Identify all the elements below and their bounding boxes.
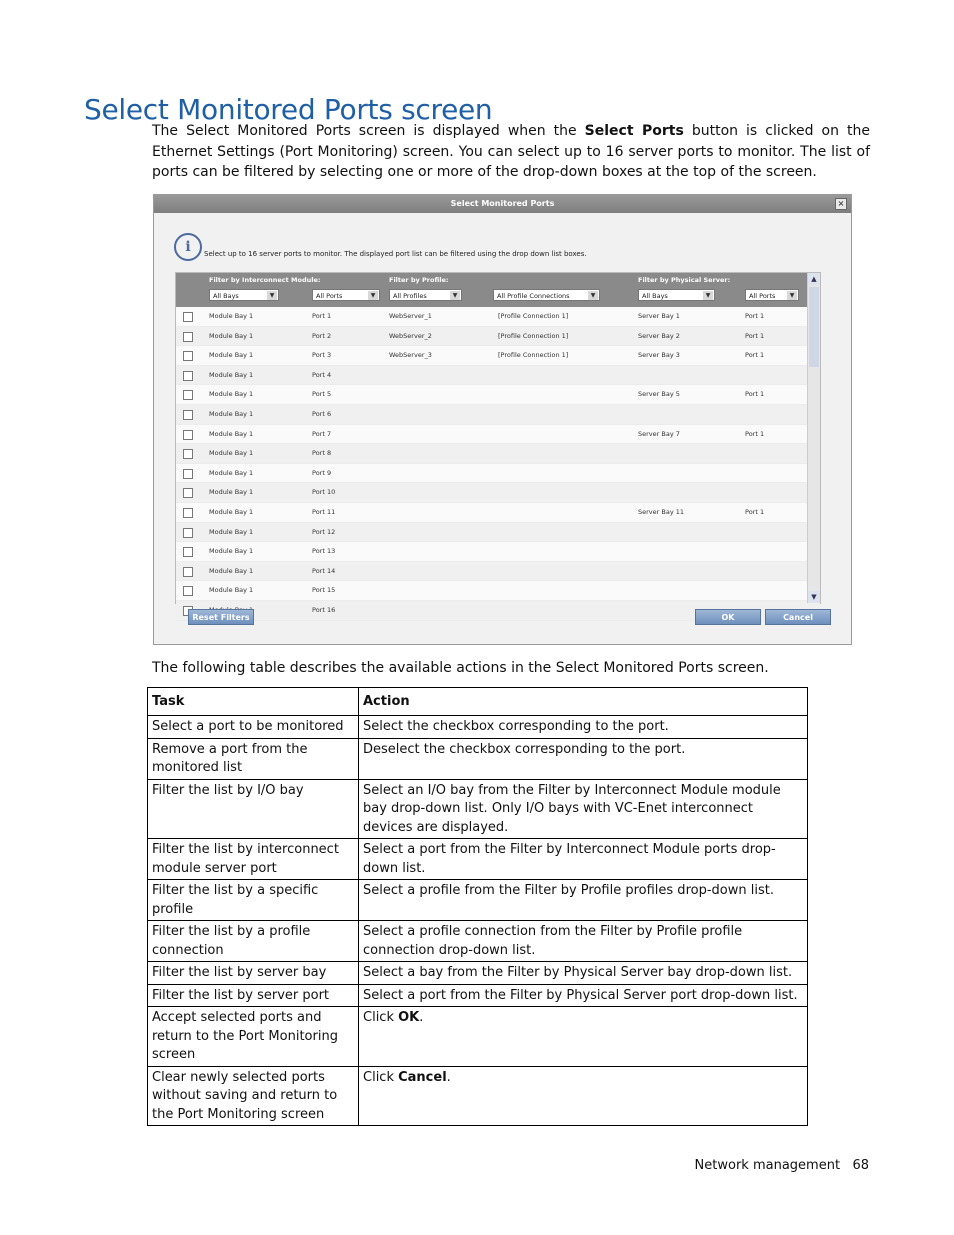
chevron-down-icon: ▼: [267, 291, 277, 300]
grid-cell-port: Port 6: [312, 409, 332, 418]
action-cell: [359, 1007, 808, 1067]
grid-row[interactable]: [176, 405, 820, 425]
grid-cell-bay: Module Bay 1: [209, 507, 254, 516]
action-column-header: Action: [359, 688, 808, 716]
task-cell: Filter the list by server bay: [148, 962, 359, 985]
port-checkbox[interactable]: [183, 586, 193, 596]
grid-cell-server: Server Bay 2: [638, 331, 680, 340]
filter-profile-connection-select[interactable]: All Profile Connections ▼: [493, 289, 600, 301]
port-checkbox[interactable]: [183, 312, 193, 322]
close-icon[interactable]: ×: [835, 198, 847, 210]
filter-server-bay-select[interactable]: All Bays ▼: [638, 289, 715, 301]
port-checkbox[interactable]: [183, 488, 193, 498]
chevron-down-icon: ▼: [368, 291, 378, 300]
port-checkbox[interactable]: [183, 567, 193, 577]
grid-row[interactable]: [176, 366, 820, 386]
table-row: [148, 738, 808, 779]
port-checkbox[interactable]: [183, 430, 193, 440]
task-cell: Filter the list by a specific profile: [148, 880, 359, 921]
task-cell: Filter the list by I/O bay: [148, 779, 359, 839]
footer-section: Network management: [694, 1158, 841, 1173]
port-checkbox[interactable]: [183, 351, 193, 361]
filter-module-bay-select[interactable]: All Bays ▼: [209, 289, 279, 301]
page-footer: [695, 1158, 869, 1173]
grid-cell-profile: WebServer_2: [389, 331, 432, 340]
port-checkbox[interactable]: [183, 547, 193, 557]
task-cell: Select a port to be monitored: [148, 716, 359, 739]
port-checkbox[interactable]: [183, 371, 193, 381]
grid-cell-profile: WebServer_3: [389, 351, 432, 360]
action-cell: [359, 1066, 808, 1126]
ports-grid: [175, 272, 821, 614]
action-cell: Select a profile from the Filter by Profile profiles drop-down list.: [359, 880, 808, 921]
port-checkbox[interactable]: [183, 508, 193, 518]
grid-cell-sport: Port 1: [745, 507, 765, 516]
table-row: [148, 962, 808, 985]
grid-cell-port: Port 7: [312, 429, 332, 438]
action-text-end: .: [446, 1069, 451, 1085]
grid-row[interactable]: [176, 346, 820, 366]
table-intro: The following table describes the available actions in the Select Monitored Ports screen.: [152, 660, 769, 676]
task-cell: Filter the list by a profile connection: [148, 921, 359, 962]
grid-cell-bay: Module Bay 1: [209, 449, 254, 458]
grid-row[interactable]: [176, 562, 820, 582]
table-row: [148, 984, 808, 1007]
filter-server-label: Filter by Physical Server:: [638, 276, 731, 284]
grid-cell-port: Port 16: [312, 605, 336, 614]
table-row: [148, 779, 808, 839]
port-checkbox[interactable]: [183, 410, 193, 420]
grid-cell-bay: Module Bay 1: [209, 312, 254, 320]
grid-cell-bay: Module Bay 1: [209, 488, 254, 497]
select-monitored-ports-dialog: [153, 194, 852, 645]
grid-cell-port: Port 12: [312, 527, 336, 536]
grid-cell-conn: [Profile Connection 1]: [498, 351, 569, 360]
grid-cell-port: Port 15: [312, 586, 336, 595]
table-row: [148, 1066, 808, 1126]
grid-scrollbar[interactable]: [807, 273, 820, 603]
table-row: [148, 716, 808, 739]
info-icon: i: [174, 233, 202, 261]
grid-rows: [176, 307, 820, 621]
action-cell: Select a port from the Filter by Interconnect Module ports drop-down list.: [359, 839, 808, 880]
grid-cell-port: Port 13: [312, 547, 336, 556]
action-bold: Cancel: [398, 1069, 447, 1085]
dialog-titlebar: [154, 195, 851, 213]
grid-cell-sport: Port 1: [745, 312, 765, 320]
action-text-end: .: [419, 1010, 424, 1025]
chevron-down-icon: ▼: [588, 291, 598, 300]
scrollbar-thumb[interactable]: [809, 287, 819, 367]
port-checkbox[interactable]: [183, 449, 193, 459]
grid-cell-sport: Port 1: [745, 331, 765, 340]
action-cell: Select a port from the Filter by Physical Server port drop-down list.: [359, 984, 808, 1007]
port-checkbox[interactable]: [183, 469, 193, 479]
grid-cell-bay: Module Bay 1: [209, 331, 254, 340]
port-checkbox[interactable]: [183, 528, 193, 538]
grid-cell-port: Port 11: [312, 507, 336, 516]
filter-server-port-select[interactable]: All Ports ▼: [745, 289, 799, 301]
grid-row[interactable]: [176, 464, 820, 484]
grid-cell-server: Server Bay 7: [638, 429, 680, 438]
table-row: [148, 880, 808, 921]
task-cell: Clear newly selected ports without saving and return to the Port Monitoring screen: [148, 1066, 359, 1126]
table-row: [148, 921, 808, 962]
grid-cell-port: Port 3: [312, 351, 332, 360]
grid-cell-bay: Module Bay 1: [209, 586, 254, 595]
cancel-button[interactable]: Cancel: [765, 609, 831, 625]
grid-row[interactable]: [176, 581, 820, 601]
intro-text-1: The Select Monitored Ports screen is displayed when the: [152, 123, 585, 139]
grid-row[interactable]: [176, 307, 820, 327]
grid-row[interactable]: [176, 483, 820, 503]
dialog-info-text: Select up to 16 server ports to monitor. The displayed port list can be filtered using the drop down list boxes.: [204, 250, 587, 258]
grid-row[interactable]: [176, 542, 820, 562]
grid-cell-bay: Module Bay 1: [209, 468, 254, 477]
grid-cell-bay: Module Bay 1: [209, 527, 254, 536]
action-cell: Select an I/O bay from the Filter by Interconnect Module module bay drop-down list. Only I/O bays with VC-Enet interconnect devices are displayed.: [359, 779, 808, 839]
grid-filter-header: [176, 273, 820, 307]
reset-filters-button[interactable]: Reset Filters: [188, 609, 254, 625]
grid-cell-bay: Module Bay 1: [209, 547, 254, 556]
grid-cell-port: Port 10: [312, 488, 336, 497]
grid-cell-bay: Module Bay 1: [209, 566, 254, 575]
grid-cell-port: Port 14: [312, 566, 336, 575]
task-cell: Remove a port from the monitored list: [148, 738, 359, 779]
page-title: Select Monitored Ports screen: [84, 92, 493, 126]
table-row: [148, 1007, 808, 1067]
filter-profile-label: Filter by Profile:: [389, 276, 449, 284]
grid-cell-port: Port 4: [312, 370, 332, 379]
filter-module-port-select[interactable]: All Ports ▼: [312, 289, 380, 301]
task-cell: Filter the list by server port: [148, 984, 359, 1007]
table-body: [148, 716, 808, 1126]
action-cell: Deselect the checkbox corresponding to the port.: [359, 738, 808, 779]
filter-interconnect-label: Filter by Interconnect Module:: [209, 276, 321, 284]
grid-cell-server: Server Bay 5: [638, 390, 680, 399]
actions-table: [147, 687, 808, 1126]
dialog-title: Select Monitored Ports: [450, 199, 555, 208]
action-cell: Select the checkbox corresponding to the port.: [359, 716, 808, 739]
grid-cell-bay: Module Bay 1: [209, 409, 254, 418]
port-checkbox[interactable]: [183, 390, 193, 400]
grid-row[interactable]: [176, 503, 820, 523]
grid-cell-server: Server Bay 11: [638, 507, 685, 516]
chevron-down-icon: ▼: [787, 291, 797, 300]
intro-bold-select-ports: Select Ports: [584, 123, 684, 139]
ok-button[interactable]: OK: [695, 609, 761, 625]
grid-cell-profile: WebServer_1: [389, 312, 432, 320]
grid-row[interactable]: [176, 385, 820, 405]
port-checkbox[interactable]: [183, 332, 193, 342]
action-cell: Select a bay from the Filter by Physical Server bay drop-down list.: [359, 962, 808, 985]
table-row: [148, 839, 808, 880]
grid-cell-server: Server Bay 1: [638, 312, 680, 320]
grid-row[interactable]: [176, 327, 820, 347]
task-column-header: Task: [148, 688, 359, 716]
task-cell: Filter the list by interconnect module server port: [148, 839, 359, 880]
grid-cell-sport: Port 1: [745, 429, 765, 438]
grid-cell-bay: Module Bay 1: [209, 370, 254, 379]
grid-cell-bay: Module Bay 1: [209, 429, 254, 438]
task-cell: Accept selected ports and return to the Port Monitoring screen: [148, 1007, 359, 1067]
grid-cell-sport: Port 1: [745, 351, 765, 360]
grid-cell-port: Port 9: [312, 468, 332, 477]
grid-row[interactable]: [176, 523, 820, 543]
grid-cell-port: Port 8: [312, 449, 332, 458]
grid-row[interactable]: [176, 444, 820, 464]
table-header-row: [148, 688, 808, 716]
action-text: Click: [363, 1010, 399, 1025]
grid-cell-port: Port 2: [312, 331, 332, 340]
chevron-down-icon: ▼: [703, 291, 713, 300]
intro-paragraph: [152, 121, 870, 183]
grid-cell-server: Server Bay 3: [638, 351, 680, 360]
grid-cell-sport: Port 1: [745, 390, 765, 399]
grid-cell-port: Port 1: [312, 312, 332, 320]
grid-cell-conn: [Profile Connection 1]: [498, 331, 569, 340]
action-text: Click: [363, 1069, 399, 1085]
grid-cell-port: Port 5: [312, 390, 332, 399]
grid-cell-conn: [Profile Connection 1]: [498, 312, 569, 320]
chevron-down-icon: ▼: [450, 291, 460, 300]
action-bold: OK: [398, 1010, 420, 1025]
filter-profile-select[interactable]: All Profiles ▼: [389, 289, 462, 301]
page-number: 68: [852, 1158, 869, 1173]
grid-cell-bay: Module Bay 1: [209, 390, 254, 399]
action-cell: Select a profile connection from the Filter by Profile profile connection drop-down list.: [359, 921, 808, 962]
intro-text-2: button is clicked on the Ethernet Settings (Port Monitoring) screen. You can select up to 16 server ports to monitor. The list of ports can be filtered by selecting one or more of the drop-down boxes at the top of the screen.: [152, 123, 870, 180]
grid-row[interactable]: [176, 425, 820, 445]
grid-cell-bay: Module Bay 1: [209, 351, 254, 360]
scroll-up-icon[interactable]: ▲: [808, 273, 820, 285]
scroll-down-icon[interactable]: ▼: [808, 591, 820, 603]
